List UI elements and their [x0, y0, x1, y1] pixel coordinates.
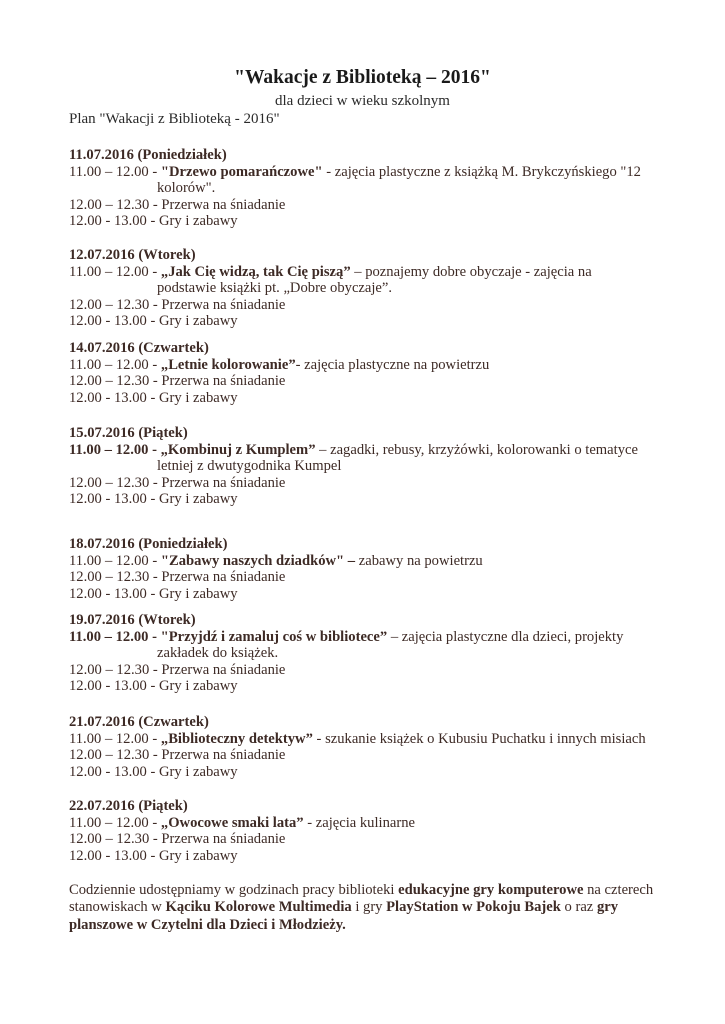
plan-heading: Plan "Wakacji z Biblioteką - 2016" [69, 111, 280, 127]
activity-name: „Biblioteczny detektyw” [160, 730, 313, 747]
activity-line [69, 629, 669, 646]
day-section [69, 147, 669, 230]
activity-description: – poznajemy dobre obyczaje - zajęcia na [350, 263, 592, 280]
break-line: 12.00 – 12.30 - Przerwa na śniadanie [69, 831, 286, 848]
games-line: 12.00 - 13.00 - Gry i zabawy [69, 313, 238, 330]
day-date: 22.07.2016 (Piątek) [69, 798, 188, 814]
activity-name: „Letnie kolorowanie” [160, 356, 296, 373]
day-date: 18.07.2016 (Poniedziałek) [69, 536, 228, 552]
break-line: 12.00 – 12.30 - Przerwa na śniadanie [69, 196, 286, 213]
break-line: 12.00 – 12.30 - Przerwa na śniadanie [69, 373, 286, 390]
day-date: 19.07.2016 (Wtorek) [69, 612, 196, 628]
activity-name: „Jak Cię widzą, tak Cię piszą” [160, 263, 351, 280]
activity-name: „Owocowe smaki lata” [160, 814, 304, 831]
footer-text: i gry [351, 899, 387, 916]
day-date: 12.07.2016 (Wtorek) [69, 247, 196, 263]
break-line: 12.00 – 12.30 - Przerwa na śniadanie [69, 661, 286, 678]
activity-description: – zajęcia plastyczne dla dzieci, projekty [387, 628, 624, 645]
activity-time: 11.00 – 12.00 - [69, 814, 161, 831]
day-section [69, 536, 669, 602]
activity-line [69, 264, 669, 281]
activity-time: 11.00 – 12.00 - [69, 263, 161, 280]
games-line: 12.00 - 13.00 - Gry i zabawy [69, 389, 238, 406]
games-line: 12.00 - 13.00 - Gry i zabawy [69, 847, 238, 864]
footer-text: Codziennie udostępniamy w godzinach pracy biblioteki [69, 882, 399, 898]
break-line: 12.00 – 12.30 - Przerwa na śniadanie [69, 474, 286, 491]
footer-text: na czterech stanowiskach w [69, 882, 654, 916]
day-date: 15.07.2016 (Piątek) [69, 425, 188, 441]
activity-time: 11.00 – 12.00 - [69, 163, 161, 180]
activity-continuation: letniej z dwutygodnika Kumpel [157, 458, 342, 475]
games-line: 12.00 - 13.00 - Gry i zabawy [69, 213, 238, 230]
games-line: 12.00 - 13.00 - Gry i zabawy [69, 763, 238, 780]
page-subtitle: dla dzieci w wieku szkolnym [275, 93, 450, 109]
day-section [69, 340, 669, 406]
footer-highlight: edukacyjne gry komputerowe [398, 882, 584, 898]
break-line: 12.00 – 12.30 - Przerwa na śniadanie [69, 747, 286, 764]
footer-highlight: PlayStation w Pokoju Bajek [386, 899, 561, 916]
break-line: 12.00 – 12.30 - Przerwa na śniadanie [69, 569, 286, 586]
activity-line [69, 731, 669, 748]
day-section [69, 425, 669, 508]
activity-time: 11.00 – 12.00 - [69, 441, 161, 458]
page-title: "Wakacje z Biblioteką – 2016" [234, 67, 491, 88]
activity-line [69, 164, 669, 181]
activity-time: 11.00 – 12.00 - [69, 552, 161, 569]
activity-line [69, 442, 669, 459]
activity-time: 11.00 – 12.00 - [69, 730, 161, 747]
games-line: 12.00 - 13.00 - Gry i zabawy [69, 585, 238, 602]
day-section [69, 714, 669, 780]
activity-description: - zajęcia plastyczne na powietrzu [295, 356, 490, 373]
day-date: 21.07.2016 (Czwartek) [69, 714, 209, 730]
activity-continuation: podstawie książki pt. „Dobre obyczaje”. [157, 280, 393, 297]
activity-description: - zajęcia kulinarne [303, 814, 415, 831]
activity-name: "Zabawy naszych dziadków" – [160, 552, 356, 569]
games-line: 12.00 - 13.00 - Gry i zabawy [69, 491, 238, 508]
activity-name: "Przyjdź i zamaluj coś w bibliotece” [160, 628, 388, 645]
activity-name: "Drzewo pomarańczowe" [160, 163, 323, 180]
activity-time: 11.00 – 12.00 - [69, 356, 161, 373]
activity-name: „Kombinuj z Kumplem” [160, 441, 316, 458]
activity-continuation: zakładek do książek. [157, 645, 279, 662]
activity-description: - szukanie książek o Kubusiu Puchatku i innych misiach [312, 730, 646, 747]
activity-description: – zagadki, rebusy, krzyżówki, kolorowanki o tematyce [315, 441, 638, 458]
activity-line [69, 553, 669, 570]
activity-description: - zajęcia plastyczne z książką M. Brykczyńskiego "12 [322, 163, 641, 180]
activity-time: 11.00 – 12.00 - [69, 628, 161, 645]
day-section [69, 798, 669, 864]
activity-line [69, 815, 669, 832]
footer-note [69, 882, 669, 934]
games-line: 12.00 - 13.00 - Gry i zabawy [69, 678, 238, 695]
day-date: 14.07.2016 (Czwartek) [69, 340, 209, 356]
day-section [69, 612, 669, 695]
day-section [69, 247, 669, 330]
activity-description: zabawy na powietrzu [355, 552, 483, 569]
break-line: 12.00 – 12.30 - Przerwa na śniadanie [69, 296, 286, 313]
activity-continuation: kolorów". [157, 180, 216, 197]
footer-highlight: gry planszowe w Czytelni dla Dzieci i Młodzieży. [69, 899, 619, 933]
footer-text: o raz [560, 899, 597, 916]
footer-highlight: Kąciku Kolorowe Multimedia [165, 899, 352, 916]
day-date: 11.07.2016 (Poniedziałek) [69, 147, 227, 163]
activity-line [69, 357, 669, 374]
